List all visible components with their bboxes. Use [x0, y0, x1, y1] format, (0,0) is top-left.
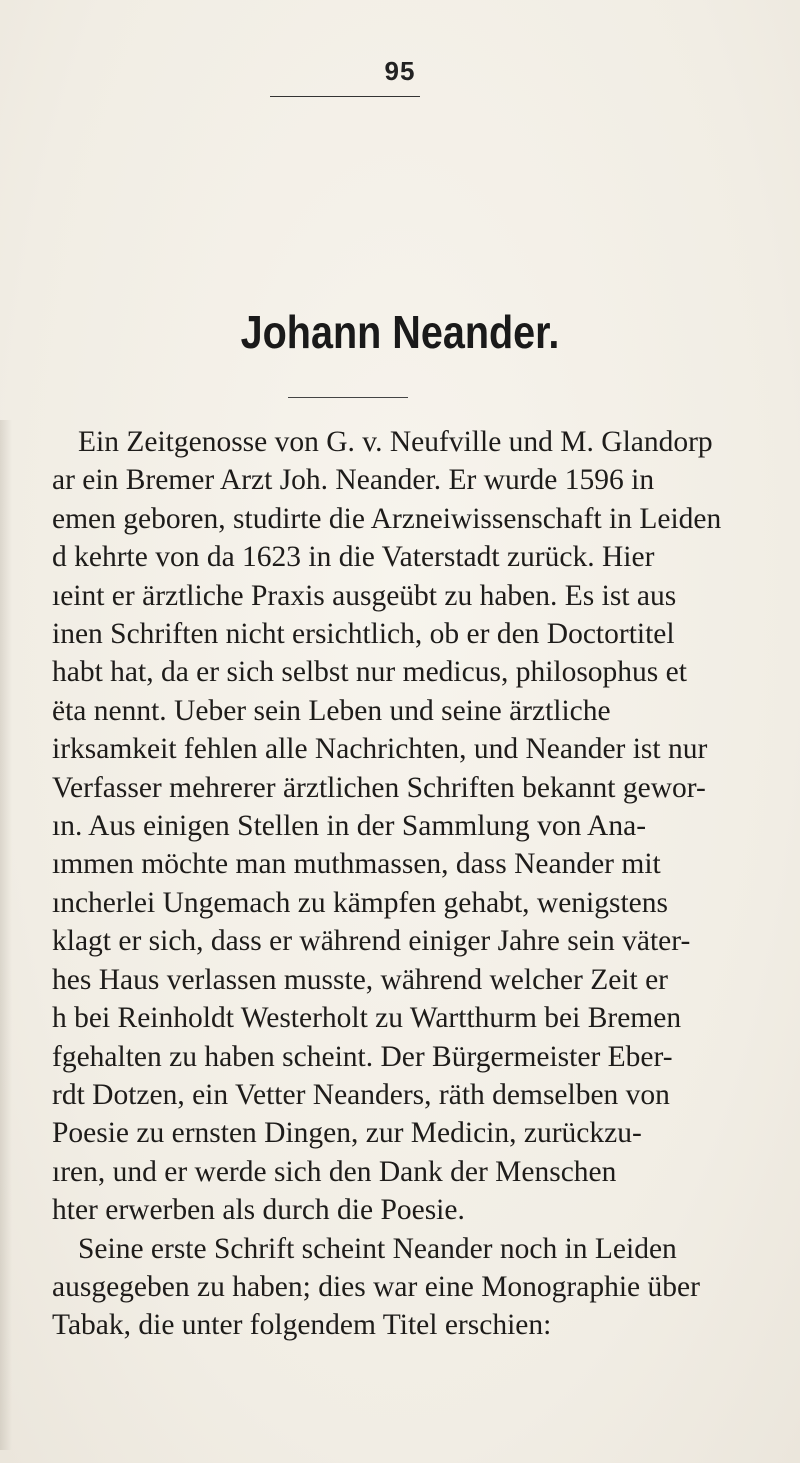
page-number-rule — [270, 96, 420, 97]
text-line: ar ein Bremer Arzt Joh. Neander. Er wurde 1596 in — [52, 464, 655, 497]
text-line: Seine erste Schrift scheint Neander noch in Leiden — [78, 1232, 677, 1265]
text-line: hes Haus verlassen musste, während welcher Zeit er — [52, 963, 668, 996]
text-line: Ein Zeitgenosse von G. v. Neufville und M. Glandorp — [78, 426, 713, 458]
text-line: d kehrte von da 1623 in die Vaterstadt zurück. Hier — [52, 541, 655, 574]
text-line: ıncherlei Ungemach zu kämpfen gehabt, wenigstens — [52, 886, 668, 919]
text-line: fgehalten zu haben scheint. Der Bürgermeister Eber- — [52, 1040, 673, 1073]
text-line: inen Schriften nicht ersichtlich, ob er den Doctortitel — [52, 618, 675, 651]
text-line: ëta nennt. Ueber sein Leben und seine ärztliche — [52, 694, 611, 727]
text-line: habt hat, da er sich selbst nur medicus, philosophus et — [52, 656, 687, 689]
text-line: ın. Aus einigen Stellen in der Sammlung von Ana- — [52, 810, 647, 843]
body-text — [52, 423, 782, 1345]
text-line: ıeint er ärztliche Praxis ausgeübt zu haben. Es ist aus — [52, 579, 677, 612]
text-line: ausgegeben zu haben; dies war eine Monographie über — [52, 1270, 700, 1303]
text-line: ımmen möchte man muthmassen, dass Neander mit — [52, 848, 661, 881]
text-line: hter erwerben als durch die Poesie. — [52, 1194, 465, 1227]
text-line: Poesie zu ernsten Dingen, zur Medicin, zurückzu- — [52, 1117, 642, 1150]
title-rule — [288, 397, 408, 398]
text-line: emen geboren, studirte die Arzneiwissenschaft in Leiden — [52, 502, 722, 535]
text-line: h bei Reinholdt Westerholt zu Wartthurm bei Bremen — [52, 1002, 682, 1035]
page-number: 95 — [384, 56, 416, 86]
text-line: Tabak, die unter folgendem Titel erschien: — [52, 1309, 552, 1342]
text-line: Verfasser mehrerer ärztlichen Schriften bekannt gewor- — [52, 771, 706, 804]
binding-shadow — [0, 420, 12, 1450]
text-line: irksamkeit fehlen alle Nachrichten, und Neander ist nur — [52, 733, 708, 766]
chapter-title: Johann Neander. — [240, 306, 560, 358]
text-line: ıren, und er werde sich den Dank der Menschen — [52, 1155, 617, 1188]
text-line: klagt er sich, dass er während einiger Jahre sein väter- — [52, 925, 691, 958]
text-line: rdt Dotzen, ein Vetter Neanders, räth demselben von — [52, 1078, 670, 1111]
